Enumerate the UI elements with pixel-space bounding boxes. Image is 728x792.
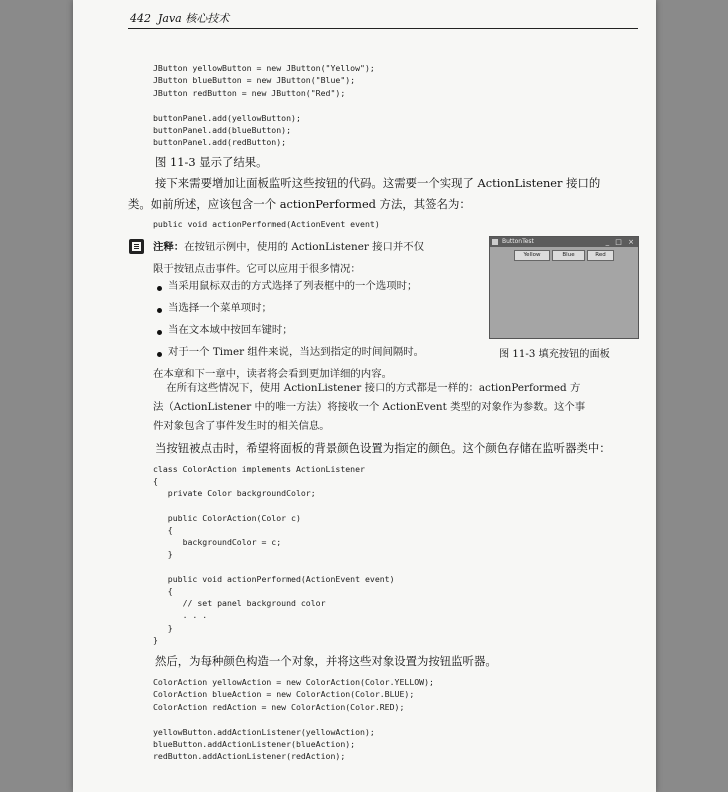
bullet-dot [157, 286, 162, 291]
window-titlebar [490, 237, 638, 247]
bullet-dot [157, 352, 162, 357]
para-construct: 然后，为每种颜色构造一个对象，并将这些对象设置为按钮监听器。 [155, 654, 497, 668]
note-text-1: 在按钮示例中，使用的 ActionListener 接口并不仅 [184, 241, 425, 253]
window-controls: _ □ × [605, 238, 636, 246]
note-bullet-4: 对于一个 Timer 组件来说，当达到指定的时间间隔时。 [168, 346, 425, 358]
para-figure-result: 图 11-3 显示了结果。 [155, 155, 268, 169]
header-rule [128, 28, 638, 29]
code-block-buttons: JButton yellowButton = new JButton("Yellow"); JButton blueButton = new JButton("Blue"); JButton redButton = new JButton("Red"); buttonPanel.add(yellowButton); buttonPanel.add(blueButton); buttonPanel.add(redButton); [153, 63, 375, 148]
book-title: Java 核心技术 [158, 12, 230, 25]
figure-caption: 图 11-3 填充按钮的面板 [499, 349, 610, 360]
page-number: 442 [130, 12, 151, 25]
window-title: ButtonTest [502, 238, 534, 245]
note-bullet-2: 当选择一个菜单项时； [168, 302, 272, 314]
note-icon [129, 239, 144, 254]
bullet-dot [157, 308, 162, 313]
code-block-listeners: ColorAction yellowAction = new ColorAction(Color.YELLOW); ColorAction blueAction = new ColorAction(Color.BLUE); ColorAction redAction = new ColorAction(Color.RED); yellowButton.addActionListener(yellowAction); blueButton.addActionListener(blueAction); redButton.addActionListener(redAction); [153, 677, 434, 762]
note-line-2: 限于按钮点击事件。它可以应用于很多情况： [153, 263, 361, 275]
bullet-dot [157, 330, 162, 335]
java-window-icon [492, 239, 498, 245]
note-line-1 [153, 236, 424, 258]
note-closing: 在所有这些情况下，使用 ActionListener 接口的方式都是一样的：actionPerformed 方 法（ActionListener 中的唯一方法）将接收一个 ActionEvent 类型的对象作为参数。这个事 件对象包含了事件发生时的相关信息。 [153, 382, 586, 432]
signature-code: public void actionPerformed(ActionEvent event) [153, 219, 380, 229]
para-listener: 接下来需要增加让面板监听这些按钮的代码。这需要一个实现了 ActionListener 接口的 类。如前所述，应该包含一个 actionPerformed 方法，其签名为： [128, 176, 601, 211]
running-header [130, 10, 229, 26]
note-bullet-1: 当采用鼠标双击的方式选择了列表框中的一个选项时； [168, 280, 418, 292]
red-button: Red [587, 250, 614, 261]
note-label: 注释： [153, 241, 185, 253]
note-bullet-3: 当在文本域中按回车键时； [168, 324, 293, 336]
figure-screenshot [489, 236, 639, 339]
note-after-bullets: 在本章和下一章中，读者将会看到更加详细的内容。 [153, 368, 392, 380]
yellow-button: Yellow [514, 250, 550, 261]
para-color: 当按钮被点击时，希望将面板的背景颜色设置为指定的颜色。这个颜色存储在监听器类中： [155, 441, 611, 455]
code-block-coloraction: class ColorAction implements ActionListener { private Color backgroundColor; public ColorAction(Color c) { backgroundColor = c; } public void actionPerformed(ActionEvent event) { // set panel background color . . . } } [153, 464, 395, 645]
blue-button: Blue [552, 250, 585, 261]
